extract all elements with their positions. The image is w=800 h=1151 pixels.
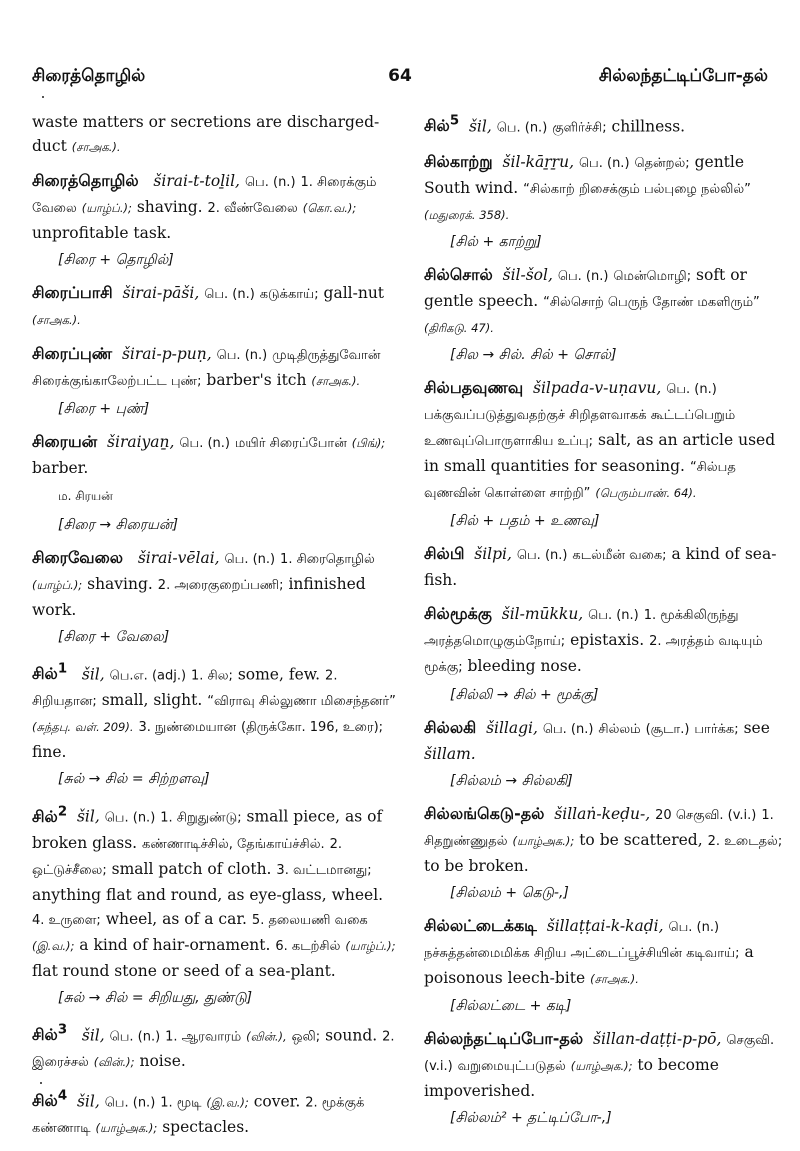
dictionary-entry: சிரைப்பாசி širai-pāši, பெ. (n.) கடுக்காய்; gall-nut (சாஅக.). xyxy=(32,283,385,327)
dictionary-entry: சில்$^3$ šil, பெ. (n.) 1. ஆரவாரம் (வின்.), ஒலி; sound. 2. இரைச்சல் (வின்.); noise. xyxy=(32,1022,395,1070)
transliteration: šil, xyxy=(468,117,492,136)
etymology: [சில்லம் → சில்லகி] xyxy=(450,773,573,790)
transliteration: širaiyaṉ, xyxy=(107,433,175,451)
etymology: [சுல் → சில் = சிறியது, துண்டு] xyxy=(58,989,253,1006)
headword: சிரையன் xyxy=(32,432,98,451)
dictionary-entry: சிரையன் širaiyaṉ, பெ. (n.) மயிர் சிரைப்போன் (பிங்); barber. ம. சிரயன் [சிரை → சிரையன்] xyxy=(32,430,398,536)
dictionary-entry: சில்$^1$ šil, பெ.எ. (adj.) 1. சில; some, few. 2. சிறியதான; small, slight. “விராவு சில்லுணா மிசைந்தனர்” (சுந்தபு. வள். 209). 3. நுண்மையான (திருக்கோ. 196, உரை); fine. [சுல் → சில் = சிற்றளவு] xyxy=(32,658,398,790)
page-header xyxy=(32,66,768,94)
quotation: “விராவு சில்லுணா மிசைந்தனர்” xyxy=(207,694,396,710)
dictionary-entry: சில்சொல் šil-šol, பெ. (n.) மென்மொழி; soft or gentle speech. “சில்சொற் பெருந் தோண் மகளிரும்” (திரிகடு. 47). [சில → சில். சில் + சொல்] xyxy=(424,263,790,366)
headword: சில்சொல் xyxy=(424,265,493,285)
page-number: 64 xyxy=(388,66,412,86)
headword: சிரைத்தொழில் xyxy=(32,171,139,190)
dictionary-entry: சில்லகி šillagi, பெ. (n.) சில்லம் (சூடா.) பார்க்க; see šillam. [சில்லம் → சில்லகி] xyxy=(424,716,790,792)
headword: சில்லந்தட்டிப்போ-தல் xyxy=(424,1029,584,1049)
headword: சில்$^1$ xyxy=(32,662,68,684)
part-of-speech: பெ. (n.) xyxy=(204,287,255,302)
headword: சில்காற்று xyxy=(424,152,493,172)
quotation: “சில்காற் றிசைக்கும் பல்புழை நல்லில்” xyxy=(523,182,751,198)
dictionary-entry: சில்லட்டைக்கடி šillaṭṭai-k-kaḍi, பெ. (n.) நச்சுத்தன்மைமிக்க சிறிய அட்டைப்பூச்சியின் கடிவாய்; a poisonous leech-bite (சாஅக.). [சில்லட்டை + கடி] xyxy=(424,914,790,1017)
part-of-speech: பெ. (n.) xyxy=(109,1028,161,1044)
transliteration: šil-šol, xyxy=(502,266,553,285)
dictionary-entry: சில்$^5$ šil, பெ. (n.) குளிர்ச்சி; chillness. xyxy=(424,114,686,136)
dictionary-entry: சிரைப்புண் širai-p-puṇ, பெ. (n.) முடிதிருத்துவோன் சிரைக்குங்காலேற்பட்ட புண்; barber's itch (சாஅக.). [சிரை + புண்] xyxy=(32,342,398,420)
part-of-speech: பெ.எ. (adj.) xyxy=(109,668,187,684)
transliteration: šilpi, xyxy=(474,545,512,564)
part-of-speech: பெ. (n.) xyxy=(179,436,230,451)
etymology: [சிரை + வேலை] xyxy=(58,629,170,645)
quotation: “சில்பத வுணவின் கொள்ளை சாற்றி” xyxy=(424,460,736,502)
transliteration: šil-mūkku, xyxy=(501,605,584,624)
part-of-speech: செகுவி. (v.i.) xyxy=(424,1033,775,1075)
part-of-speech: பெ. (n.) xyxy=(224,552,276,567)
right-column xyxy=(424,110,790,1139)
headword: சில்லகி xyxy=(424,718,477,738)
part-of-speech: பெ. (n.) xyxy=(244,175,296,190)
dictionary-entry: சில்காற்று šil-kāṟṟu, பெ. (n.) தென்றல்; gentle South wind. “சில்காற் றிசைக்கும் பல்புழை நல்லில்” (மதுரைக். 358). [சில் + காற்று] xyxy=(424,150,790,253)
etymology: [சில்லம்² + தட்டிப்போ-,] xyxy=(450,1110,612,1127)
transliteration: širai-pāši, xyxy=(122,284,200,302)
transliteration: širai-p-puṇ, xyxy=(121,345,212,363)
headword: சில்$^3$ xyxy=(32,1022,68,1044)
left-column xyxy=(32,110,398,1151)
etymology: [சில்லி → சில் + மூக்கு] xyxy=(450,687,599,704)
running-head-left: சிரைத்தொழில் xyxy=(32,66,146,86)
part-of-speech: பெ. (n.) xyxy=(542,722,594,738)
part-of-speech: பெ. (n.) xyxy=(557,269,609,285)
transliteration: širai-t-toḻil, xyxy=(153,172,240,190)
headword: சில்மூக்கு xyxy=(424,604,492,624)
part-of-speech: பெ. (n.) xyxy=(104,810,156,826)
etymology: [சில → சில். சில் + சொல்] xyxy=(450,347,617,364)
dictionary-entry: சில்பதவுணவு šilpada-v-uṇavu, பெ. (n.) பக்குவப்படுத்துவதற்குச் சிறிதளவாகக் கூட்டப்பெறும் உணவுப்பொருளாகிய உப்பு; salt, as an article used in small quantities for seasoning. “சில்பத வுணவின் கொள்ளை சாற்றி” (பெரும்பாண். 64). [சில் + பதம் + உணவு] xyxy=(424,376,790,532)
dictionary-entry: சிரைவேலை širai-vēlai, பெ. (n.) 1. சிரைதொழில் (யாழ்ப்.); shaving. 2. அரைகுறைப்பணி; infinished work. [சிரை + வேலை] xyxy=(32,546,398,648)
speck xyxy=(40,1082,42,1084)
headword: சிரைப்பாசி xyxy=(32,283,113,302)
part-of-speech: பெ. (n.) xyxy=(496,120,548,136)
transliteration: širai-vēlai, xyxy=(137,549,220,567)
part-of-speech: பெ. (n.) xyxy=(516,548,568,564)
transliteration: šil, xyxy=(76,807,100,826)
transliteration: šillaṅ-keḍu-, xyxy=(554,805,651,824)
dictionary-entry: சில்மூக்கு šil-mūkku, பெ. (n.) 1. மூக்கிலிருந்து அரத்தமொழுகும்நோய்; epistaxis. 2. அரத்தம் வடியும் மூக்கு; bleeding nose. [சில்லி → சில் + மூக்கு] xyxy=(424,602,790,706)
etymology: [சில்லம் + கெடு-,] xyxy=(450,885,569,902)
speck xyxy=(42,96,44,98)
headword: சில்பி xyxy=(424,544,465,564)
dictionary-entry: சில்லங்கெடு-தல் šillaṅ-keḍu-, 20 செகுவி. (v.i.) 1. சிதறுண்ணுதல் (யாழ்அக.); to be scattered, 2. உடைதல்; to be broken. [சில்லம் + கெடு-,] xyxy=(424,802,790,904)
headword: சில்$^4$ xyxy=(32,1088,68,1111)
headword: சில்$^2$ xyxy=(32,804,68,826)
quotation: “சில்சொற் பெருந் தோண் மகளிரும்” xyxy=(543,295,760,311)
transliteration: šil, xyxy=(81,665,105,684)
part-of-speech: பெ. (n.) xyxy=(216,348,268,363)
dictionary-entry: சில்லந்தட்டிப்போ-தல் šillan-daṭṭi-p-pō, செகுவி. (v.i.) வறுமையுட்படுதல் (யாழ்அக.); to become impoverished. [சில்லம்² + தட்டிப்போ-,] xyxy=(424,1027,790,1129)
etymology: [சில் + காற்று] xyxy=(450,234,542,251)
dictionary-entry: சில்பி šilpi, பெ. (n.) கடல்மீன் வகை; a kind of sea-fish. xyxy=(424,544,777,590)
cognate: ம. சிரயன் xyxy=(58,489,113,503)
etymology: [சிரை + புண்] xyxy=(58,401,150,417)
dictionary-entry: சில்$^2$ šil, பெ. (n.) 1. சிறுதுண்டு; small piece, as of broken glass. கண்ணாடிச்சில், தேங்காய்ச்சில். 2. ஒட்டுச்சீலை; small patch of cloth. 3. வட்டமானது; anything flat and round, as eye-glass, wheel. 4. உருளை; wheel, as of a car. 5. தலையணி வகை (இ.வ.); a kind of hair-ornament. 6. கடற்சில் (யாழ்ப்.); flat round stone or seed of a sea-plant. [சுல் → சில் = சிறியது, துண்டு] xyxy=(32,800,398,1008)
transliteration: šillagi, xyxy=(486,719,538,738)
transliteration: šil, xyxy=(76,1092,100,1111)
headword: சிரைப்புண் xyxy=(32,344,113,363)
running-head-right: சில்லந்தட்டிப்போ-தல் xyxy=(598,66,768,86)
transliteration: šilpada-v-uṇavu, xyxy=(532,379,662,398)
headword: சில்லங்கெடு-தல் xyxy=(424,804,545,824)
headword: சிரைவேலை xyxy=(32,548,124,567)
etymology: [சுல் → சில் = சிற்றளவு] xyxy=(58,771,210,788)
part-of-speech: பெ. (n.) xyxy=(588,608,639,624)
etymology: [சில்லட்டை + கடி] xyxy=(450,998,572,1015)
etymology: [சில் + பதம் + உணவு] xyxy=(450,513,600,530)
etymology: [சிரை + தொழில்] xyxy=(58,252,174,268)
headword: சில்பதவுணவு xyxy=(424,378,524,398)
continuation-text: waste matters or secretions are discharged-duct (சாஅக.). xyxy=(32,113,380,155)
dictionary-entry: சில்$^4$ šil, பெ. (n.) 1. மூடி (இ.வ.); cover. 2. மூக்குக் கண்ணாடி (யாழ்அக.); spectacles. xyxy=(32,1088,365,1137)
etymology: [சிரை → சிரையன்] xyxy=(58,517,179,533)
part-of-speech: பெ. (n.) xyxy=(668,920,720,936)
dictionary-entry: சிரைத்தொழில் širai-t-toḻil, பெ. (n.) 1. சிரைக்கும் வேலை (யாழ்ப்.); shaving. 2. வீண்வேலை (கொ.வ.); unprofitable task. [சிரை + தொழில்] xyxy=(32,169,398,271)
transliteration: šil, xyxy=(81,1025,105,1044)
part-of-speech: பெ. (n.) xyxy=(666,382,717,398)
part-of-speech: பெ. (n.) xyxy=(104,1095,156,1111)
part-of-speech: 20 செகுவி. (v.i.) xyxy=(655,808,757,824)
transliteration: šillaṭṭai-k-kaḍi, xyxy=(546,917,664,936)
transliteration: šil-kāṟṟu, xyxy=(502,153,574,172)
headword: சில்$^5$ xyxy=(424,114,460,136)
headword: சில்லட்டைக்கடி xyxy=(424,916,537,936)
part-of-speech: பெ. (n.) xyxy=(578,156,630,172)
transliteration: šillan-daṭṭi-p-pō, xyxy=(592,1030,722,1049)
